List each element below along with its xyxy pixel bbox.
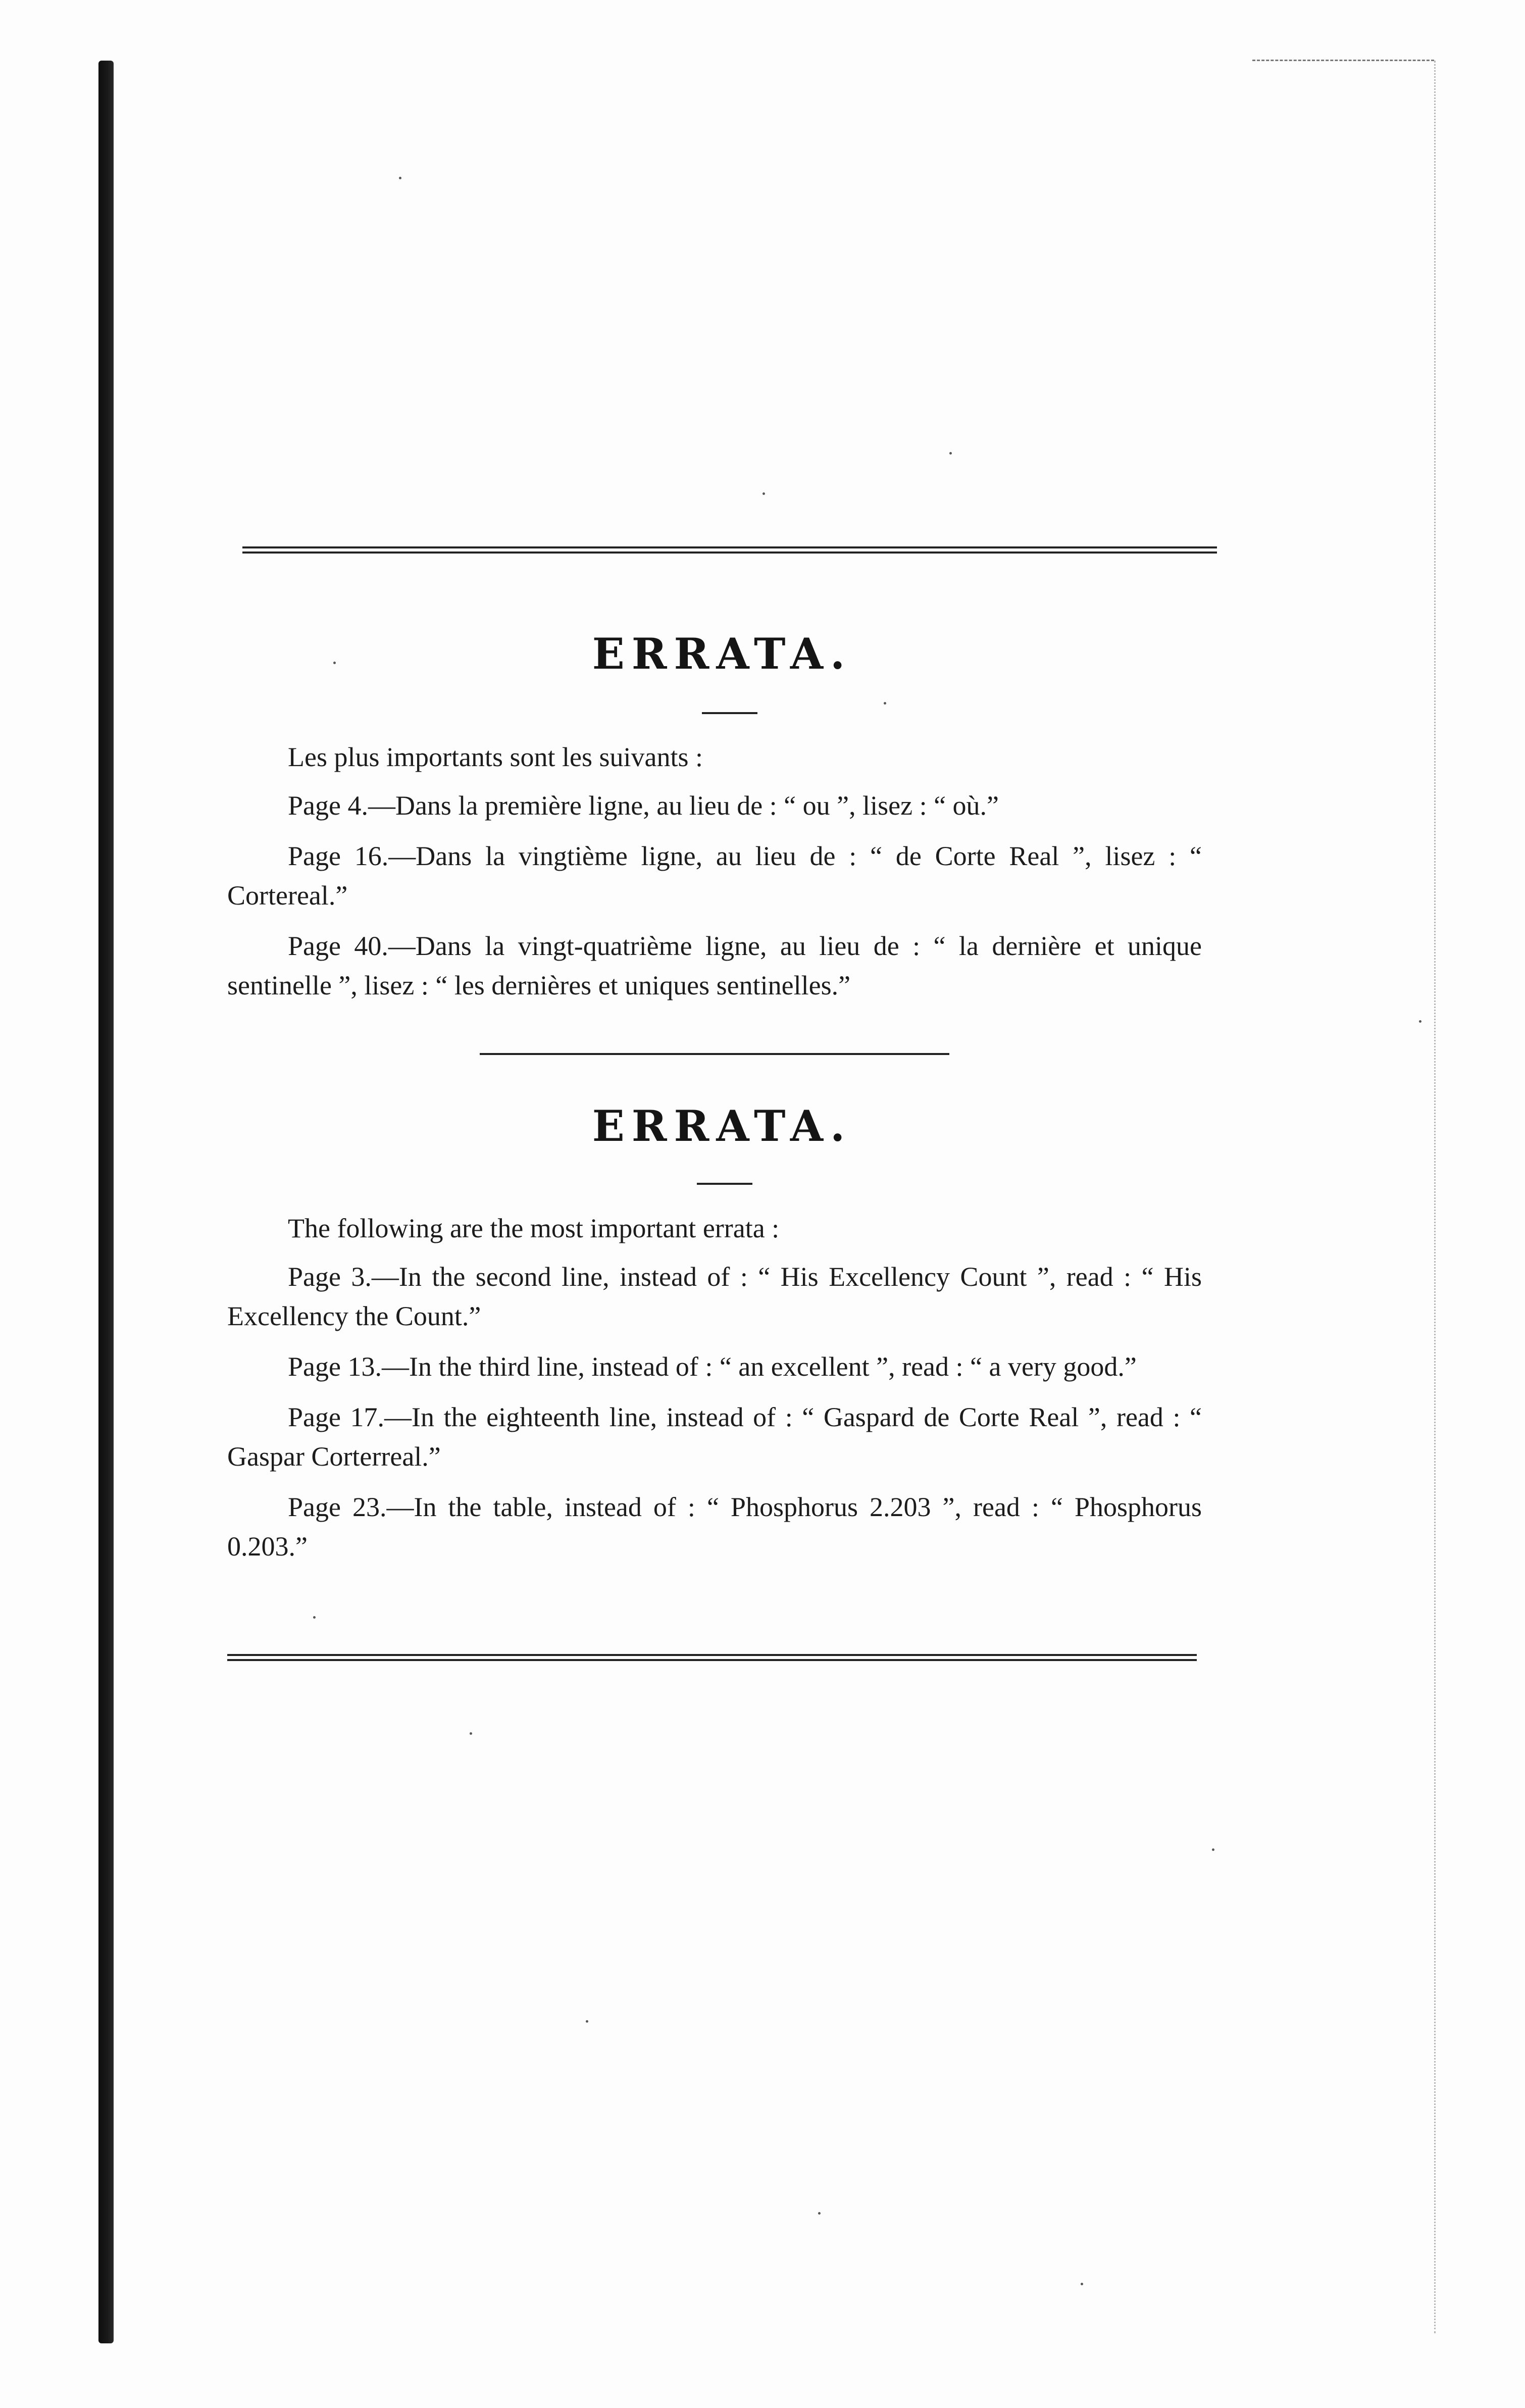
french-errata-item: Page 40.—Dans la vingt-quatrième ligne, au lieu de : “ la dernière et unique sentinelle ”, lisez : “ les dernières et uniques sentinelles.” xyxy=(227,931,1202,1000)
french-errata-section xyxy=(227,737,1202,1016)
top-double-rule xyxy=(242,546,1217,554)
french-errata-intro: Les plus importants sont les suivants : xyxy=(288,742,703,772)
english-heading-underline xyxy=(697,1183,752,1185)
english-errata-item: Page 17.—In the eighteenth line, instead of : “ Gaspard de Corte Real ”, read : “ Gaspar Corterreal.” xyxy=(227,1402,1202,1472)
french-errata-item: Page 16.—Dans la vingtième ligne, au lieu de : “ de Corte Real ”, lisez : “ Cortereal.” xyxy=(227,841,1202,911)
scan-speck xyxy=(1081,2283,1083,2285)
page-right-edge xyxy=(1434,61,1436,2333)
page-top-edge xyxy=(1252,60,1434,61)
english-errata-item: Page 13.—In the third line, instead of : “ an excellent ”, read : “ a very good.” xyxy=(288,1351,1137,1382)
scan-speck xyxy=(586,2020,588,2023)
middle-rule xyxy=(480,1053,949,1055)
french-errata-heading: ERRATA. xyxy=(592,629,852,679)
scan-speck xyxy=(1419,1020,1421,1023)
english-errata-item: Page 3.—In the second line, instead of : “ His Excellency Count ”, read : “ His Excellency the Count.” xyxy=(227,1262,1202,1331)
english-errata-section xyxy=(227,1209,1202,1577)
english-errata-item: Page 23.—In the table, instead of : “ Phosphorus 2.203 ”, read : “ Phosphorus 0.203.” xyxy=(227,1492,1202,1562)
english-errata-heading: ERRATA. xyxy=(592,1101,852,1151)
scan-speck xyxy=(399,177,401,179)
french-errata-item: Page 4.—Dans la première ligne, au lieu de : “ ou ”, lisez : “ où.” xyxy=(288,790,999,821)
scan-speck xyxy=(333,662,336,664)
french-heading-underline xyxy=(702,712,757,714)
binding-edge xyxy=(98,61,114,2343)
scan-speck xyxy=(884,702,886,705)
scan-speck xyxy=(818,2212,821,2215)
scan-speck xyxy=(949,452,952,455)
scan-speck xyxy=(470,1732,472,1735)
bottom-double-rule xyxy=(227,1654,1197,1661)
scan-speck xyxy=(1212,1848,1214,1851)
scan-speck xyxy=(762,492,765,495)
english-errata-intro: The following are the most important errata : xyxy=(288,1213,780,1243)
scan-speck xyxy=(313,1616,316,1619)
